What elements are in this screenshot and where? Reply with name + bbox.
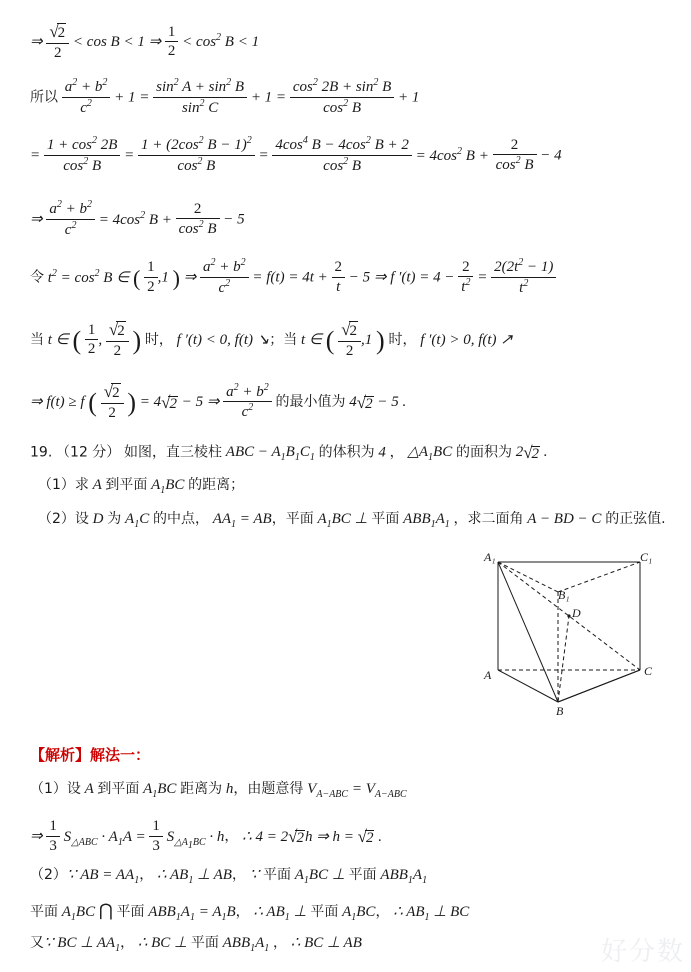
math-line-6: 当 t ∈ ( $\frac{1}{2}$ , $\frac{√2}{2}$ ) 时， f ′(t) < 0, f(t) ↘；当 t ∈ ( $\frac{√2}{2}$ ,1 ) 时， f ′(t) > 0, f(t) ↗ (30, 320, 513, 359)
problem-number: 19 (30, 444, 48, 461)
math-line-4: ⇒ $\frac{a^2 + b^2}{c^2}$ = $4\cos^2$ B + $\frac{2}{\cos^2 B}$ − 5 (30, 199, 245, 238)
solution-step-2: ⇒ $\frac{1}{3}$ $S_{\triangle ABC} \cdot A_1A$ = $\frac{1}{3}$ $S_{\triangle A_1BC} \cdot h$， ∴ 4 = 2√2h ⇒ h = √2 . (30, 818, 382, 854)
math-line-3: = $\frac{1 + \cos^2 2B}{\cos^2 B}$ = $\frac{1 + (2\cos^2 B - 1)^2}{\cos^2 B}$ = $\frac{4\cos^4 B - 4\cos^2 B + 2}{\cos^2 B}$ = $4\cos^2$ B + $\frac{2}{\cos^2 B}$ − 4 (30, 135, 562, 174)
vertex-label-d: D (572, 606, 581, 620)
problem-sub-2: （2）设 D 为 $A_1C$ 的中点， $AA_1$ = AB，平面 $A_1BC$ ⊥ 平面 $ABB_1A_1$ ，求二面角 A − BD − C 的正弦值. (38, 511, 666, 530)
vertex-label-a1: A₁ (484, 550, 496, 564)
prism-svg (470, 540, 670, 740)
vertex-label-c1: C₁ (640, 550, 653, 564)
vertex-label-b: B (556, 704, 564, 718)
solution-step-4: 平面 $A_1BC$ ⋂ 平面 $ABB_1A_1 = A_1B$， ∴ $AB_1$ ⊥ 平面 $A_1BC$， ∴ $AB_1$ ⊥ BC (30, 901, 470, 923)
vertex-label-c: C (644, 664, 653, 678)
watermark: 好分数 (600, 937, 685, 967)
math-line-1: ⇒ $\frac{√2}{2}$ < cos B < 1 ⇒ $\frac{1}{2}$ < $\cos^2 B < 1$ (30, 22, 260, 61)
problem-stem: 19. （12 分） 如图，直三棱柱 ABC − $A_1B_1C_1$ 的体积为 4 ， $\triangle A_1BC$ 的面积为 2√2 . (30, 443, 548, 464)
math-line-7: ⇒ f(t) ≥ f ( $\frac{√2}{2}$ ) = 4√2 − 5 ⇒ $\frac{a^2 + b^2}{c^2}$ 的最小值为 4√2 − 5 . (30, 381, 407, 421)
vertex-label-a: A (484, 668, 492, 682)
solution-step-3: （2）∵ AB = $AA_1$， ∴ $AB_1$ ⊥ AB， ∵ 平面 $A_1BC$ ⊥ 平面 $ABB_1A_1$ (30, 867, 428, 886)
problem-points: （12 分） (56, 444, 121, 461)
vertex-label-b1: B₁ (558, 588, 570, 602)
solution-step-1: （1）设 A 到平面 $A_1BC$ 距离为 h，由题意得 $V_{A-ABC} = V_{A-ABC}$ (30, 781, 407, 800)
problem-sub-1: （1）求 A 到平面 $A_1BC$ 的距离； (38, 477, 245, 496)
prism-figure (470, 540, 670, 740)
math-line-5: 令 $t^2 = \cos^2 B$ ∈ ( $\frac{1}{2}$ ,1 ) ⇒ $\frac{a^2 + b^2}{c^2}$ = f(t) = 4t + $\frac{2}{t}$ − 5 ⇒ f ′(t) = 4 − $\frac{2}{t^2}$ = $\frac{2(2t^2 - 1)}{t^2}$ (30, 258, 556, 299)
solution-step-5: 又∵ BC ⊥ $AA_1$， ∴ BC ⊥ 平面 $ABB_1A_1$ ， ∴ BC ⊥ AB (30, 935, 362, 954)
solution-heading: 【解析】解法一： (30, 746, 151, 764)
math-line-2: 所以 $\frac{a^2 + b^2}{c^2}$ + 1 = $\frac{\sin^2 A + \sin^2 B}{\sin^2 C}$ + 1 = $\frac{\cos^2 2B + \sin^2 B}{\cos^2 B}$ + 1 (30, 77, 420, 116)
